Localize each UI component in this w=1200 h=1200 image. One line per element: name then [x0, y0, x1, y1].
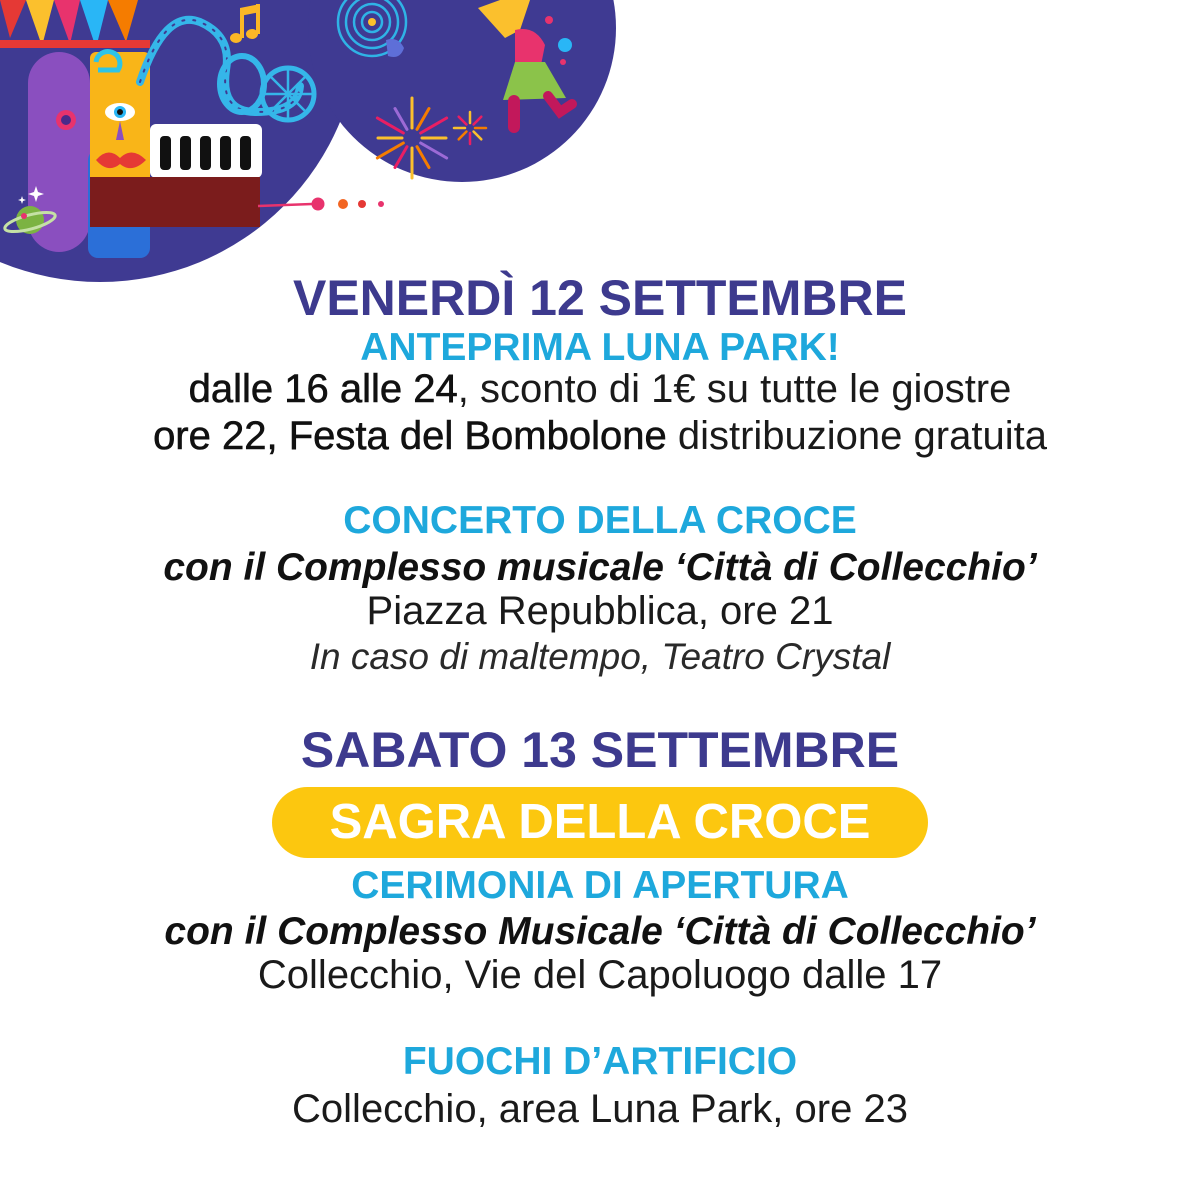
piano-black-key: [240, 136, 251, 170]
fireworks-location: Collecchio, area Luna Park, ore 23: [292, 1087, 908, 1131]
piano-black-key: [160, 136, 171, 170]
piano-keys-icon: [150, 124, 262, 178]
concert-weather-note: In caso di maltempo, Teatro Crystal: [309, 636, 891, 677]
opening-title: CERIMONIA DI APERTURA: [351, 864, 849, 907]
opening-location: Collecchio, Vie del Capoluogo dalle 17: [257, 953, 943, 997]
piano-black-key: [200, 136, 211, 170]
piano-black-key: [180, 136, 191, 170]
saturday-date: SABATO 13 SETTEMBRE: [300, 722, 900, 778]
opening-performers: con il Complesso Musicale ‘Città di Collecchio’: [164, 910, 1036, 953]
sagra-badge-label: SAGRA DELLA CROCE: [329, 795, 871, 849]
friday-date: VENERDÌ 12 SETTEMBRE: [292, 270, 907, 326]
ferris-wheel-icon: [262, 68, 314, 120]
discount-text: , sconto di 1€ su tutte le giostre: [457, 367, 1012, 411]
concert-title: CONCERTO DELLA CROCE: [343, 499, 857, 542]
sagra-badge: [272, 787, 928, 858]
discount-hours: dalle 16 alle 24: [188, 367, 458, 411]
dark-red-block: [90, 177, 260, 227]
preview-event-line: [0, 406, 1200, 466]
fireworks-title: FUOCHI D’ARTIFICIO: [402, 1040, 798, 1083]
face-icon: [28, 52, 150, 258]
piano-black-key: [220, 136, 231, 170]
preview-title: ANTEPRIMA LUNA PARK!: [360, 326, 840, 369]
concert-performers: con il Complesso musicale ‘Città di Collecchio’: [163, 546, 1037, 589]
event-text: distribuzione gratuita: [666, 414, 1047, 458]
event-time: ore 22, Festa del Bombolone: [153, 414, 667, 458]
festival-illustration: [0, 0, 620, 290]
concert-location: Piazza Repubblica, ore 21: [366, 589, 834, 633]
